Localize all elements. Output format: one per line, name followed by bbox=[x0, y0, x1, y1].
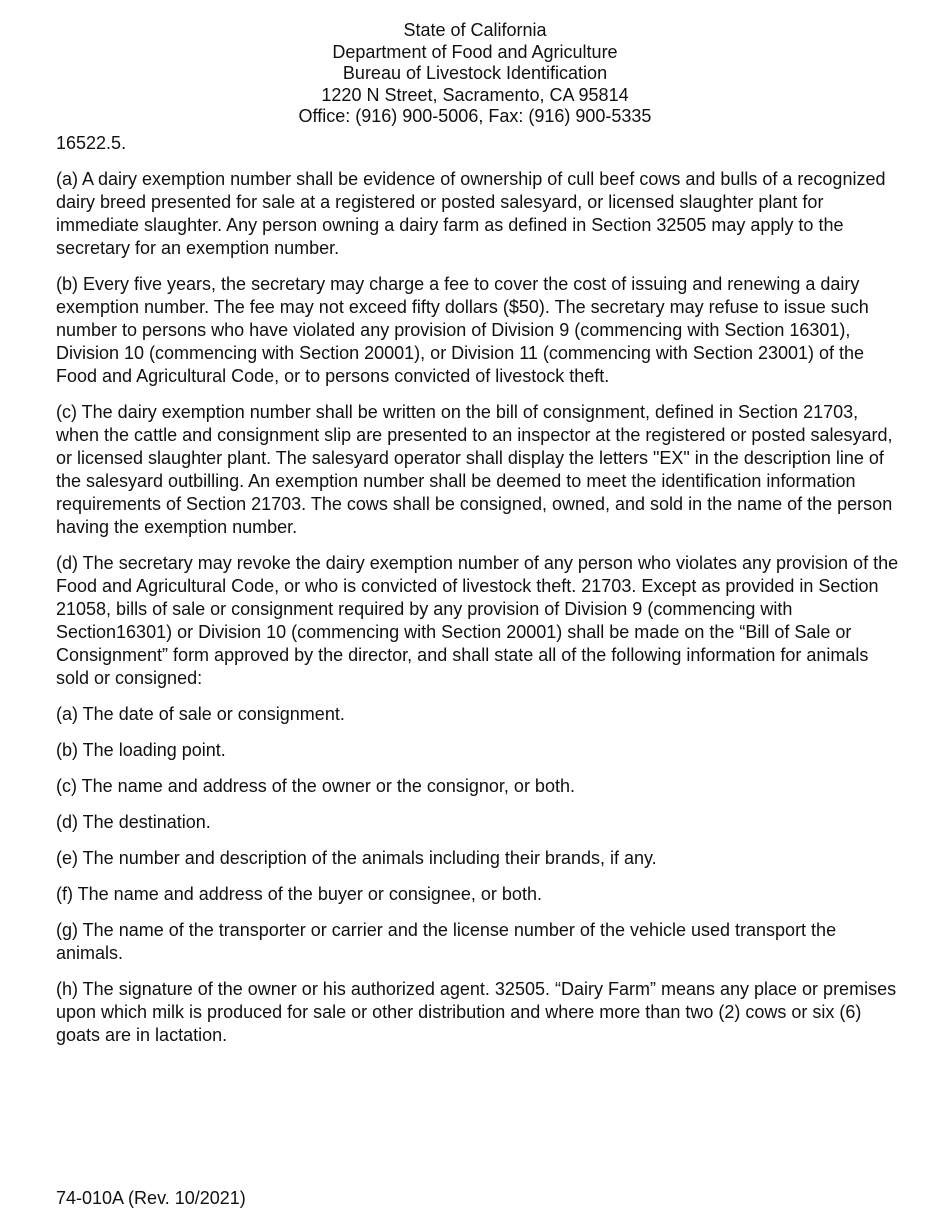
header-contact: Office: (916) 900-5006, Fax: (916) 900-5335 bbox=[298, 106, 652, 127]
form-number: 74-010A (Rev. 10/2021) bbox=[56, 1188, 246, 1208]
document-body bbox=[56, 132, 901, 1060]
header-state: State of California bbox=[403, 20, 547, 40]
list-item-f: (f) The name and address of the buyer or consignee, or both. bbox=[56, 884, 542, 904]
paragraph-d: (d) The secretary may revoke the dairy exemption number of any person who violates any provision of the Food and Agricultural Code, or who is convicted of livestock theft. 21703. Except as provided in Section 21058, bills of sale or consignment required by any provision of Division 9 (commencing with Section16301) or Division 10 (commencing with Section 20001) shall be made on the “Bill of Sale or Consignment” form approved by the director, and shall state all of the following information for animals sold or consigned: bbox=[56, 553, 899, 688]
paragraph-a: (a) A dairy exemption number shall be evidence of ownership of cull beef cows and bulls of a recognized dairy breed presented for sale at a registered or posted salesyard, or licensed slaughter plant for immediate slaughter. Any person owning a dairy farm as defined in Section 32505 may apply to the secretary for an exemption number. bbox=[56, 169, 886, 258]
header-bureau: Bureau of Livestock Identification bbox=[342, 63, 608, 84]
list-item-b: (b) The loading point. bbox=[56, 740, 226, 760]
paragraph-b: (b) Every five years, the secretary may charge a fee to cover the cost of issuing and renewing a dairy exemption number. The fee may not exceed fifty dollars ($50). The secretary may refuse to issue such number to persons who have violated any provision of Division 9 (commencing with Section 16301), Division 10 (commencing with Section 20001), or Division 11 (commencing with Section 23001) of the Food and Agricultural Code, or to persons convicted of livestock theft. bbox=[56, 274, 869, 386]
list-item-c: (c) The name and address of the owner or the consignor, or both. bbox=[56, 776, 575, 796]
list-item-g: (g) The name of the transporter or carrier and the license number of the vehicle used transport the animals. bbox=[56, 920, 837, 963]
header-address: 1220 N Street, Sacramento, CA 95814 bbox=[321, 84, 629, 105]
agency-header bbox=[0, 20, 950, 128]
list-item-h: (h) The signature of the owner or his authorized agent. 32505. “Dairy Farm” means any place or premises upon which milk is produced for sale or other distribution and where more than two (2) cows or six (6) goats are in lactation. bbox=[56, 979, 897, 1045]
paragraph-c: (c) The dairy exemption number shall be written on the bill of consignment, defined in Section 21703, when the cattle and consignment slip are presented to an inspector at the registered or posted salesyard, or licensed slaughter plant. The salesyard operator shall display the letters "EX" in the description line of the salesyard outbilling. An exemption number shall be deemed to meet the identification information requirements of Section 21703. The cows shall be consigned, owned, and sold in the name of the person having the exemption number. bbox=[56, 402, 893, 537]
list-item-e: (e) The number and description of the animals including their brands, if any. bbox=[56, 848, 657, 868]
list-item-a: (a) The date of sale or consignment. bbox=[56, 704, 345, 724]
section-number: 16522.5. bbox=[56, 133, 127, 153]
list-item-d: (d) The destination. bbox=[56, 812, 211, 832]
header-department: Department of Food and Agriculture bbox=[332, 41, 618, 62]
